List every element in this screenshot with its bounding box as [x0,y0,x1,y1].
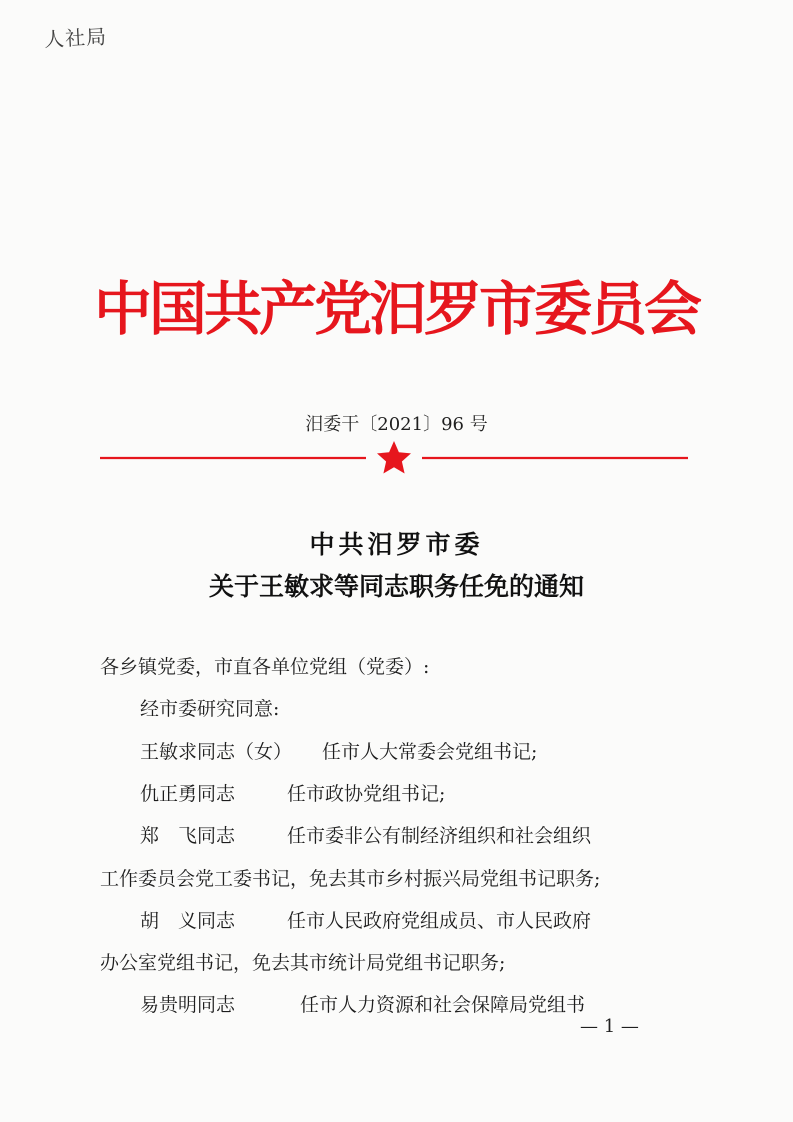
appointment-continuation: 工作委员会党工委书记，免去其市乡村振兴局党组书记职务; [100,868,601,890]
document-header-title: 中国共产党汨罗市委员会 [93,275,699,343]
appointment-line [140,781,740,807]
appointment-text: 任市人民政府党组成员、市人民政府 [287,910,592,932]
appointment-continuation: 办公室党组书记，免去其市统计局党组书记职务; [100,952,506,974]
appointee-name: 王敏求同志（女） [140,741,293,763]
notice-title-line1: 中共汨罗市委 [309,530,484,559]
appointment-line [140,823,740,849]
notice-title-line2: 关于王敏求等同志职务任免的通知 [208,572,584,601]
star-icon [377,441,411,474]
appointee-name: 易贵明同志 [140,994,236,1016]
red-divider-with-star [100,440,688,476]
document-number: 汨委干〔2021〕96 号 [305,414,488,435]
appointment-line [140,739,740,765]
page-number: — 1 — [580,1016,639,1037]
appointment-line [140,992,740,1018]
handwritten-note: 人社局 [43,24,108,52]
intro-line: 经市委研究同意: [140,698,280,720]
salutation: 各乡镇党委，市直各单位党组（党委）: [100,656,430,678]
appointment-text: 任市人大常委会党组书记; [322,741,538,763]
appointment-text: 任市政协党组书记; [287,783,446,805]
appointment-line [140,908,740,934]
appointee-name: 郑 飞同志 [140,825,236,847]
appointment-text: 任市委非公有制经济组织和社会组织 [287,825,592,847]
appointee-name: 仇正勇同志 [140,783,236,805]
appointment-text: 任市人力资源和社会保障局党组书 [300,994,586,1016]
appointee-name: 胡 义同志 [140,910,236,932]
